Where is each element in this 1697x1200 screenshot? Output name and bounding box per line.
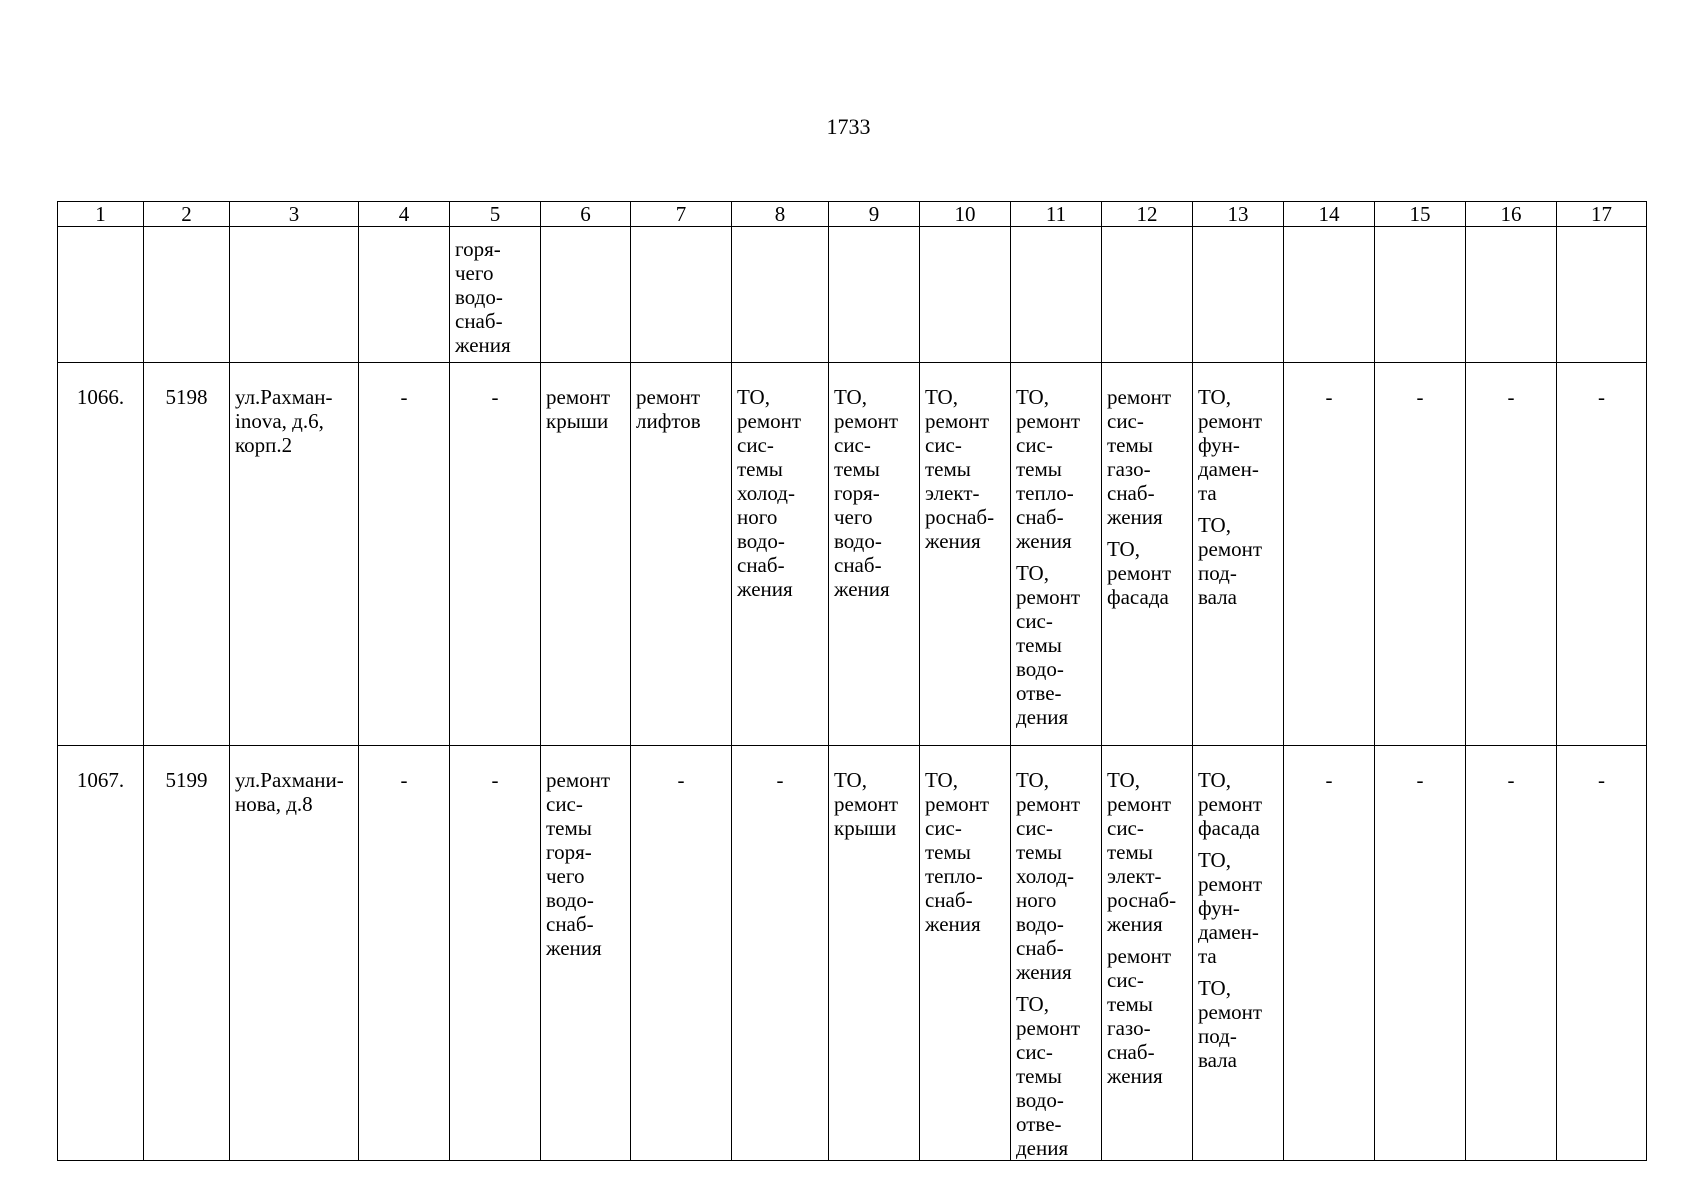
column-number-16: 16 xyxy=(1466,202,1557,227)
cell-text: ТО, ремонт под- вала xyxy=(1198,976,1263,1072)
table-cell-col-14 xyxy=(1284,363,1375,746)
cell-text: - xyxy=(400,385,408,409)
table-cell-col-17 xyxy=(1557,746,1647,1161)
table-cell-col-1 xyxy=(58,363,144,746)
cell-text: - xyxy=(776,768,784,792)
cell-text: - xyxy=(491,768,499,792)
table-cell-col-3 xyxy=(230,227,359,363)
table-cell-col-13 xyxy=(1193,363,1284,746)
cell-text: ТО, ремонт сис- темы элект- роснаб- жения xyxy=(1107,768,1177,936)
cell-text: ТО, ремонт сис- темы водо- отве- дения xyxy=(1016,561,1081,729)
column-number-4: 4 xyxy=(359,202,450,227)
table-cell-col-8 xyxy=(732,227,829,363)
table-cell-col-8 xyxy=(732,363,829,746)
table-cell-col-4 xyxy=(359,227,450,363)
column-number-12: 12 xyxy=(1102,202,1193,227)
table-cell-col-11 xyxy=(1011,227,1102,363)
table-cell-col-9 xyxy=(829,746,920,1161)
table-cell-col-4 xyxy=(359,363,450,746)
cell-text: - xyxy=(1416,768,1424,792)
column-number-8: 8 xyxy=(732,202,829,227)
table-cell-col-2 xyxy=(144,363,230,746)
table-cell-col-1 xyxy=(58,227,144,363)
table-cell-col-14 xyxy=(1284,227,1375,363)
cell-text: ремонт лифтов xyxy=(636,385,701,433)
table-cell-col-15 xyxy=(1375,746,1466,1161)
table-cell-col-6 xyxy=(541,746,631,1161)
table-cell-col-6 xyxy=(541,227,631,363)
cell-text: - xyxy=(1416,385,1424,409)
table-cell-col-1 xyxy=(58,746,144,1161)
table-cell-col-16 xyxy=(1466,227,1557,363)
table-cell-col-12 xyxy=(1102,363,1193,746)
table-cell-col-10 xyxy=(920,227,1011,363)
cell-text: 5198 xyxy=(165,385,208,409)
table-cell-col-9 xyxy=(829,363,920,746)
cell-text: - xyxy=(1325,768,1333,792)
table-cell-col-16 xyxy=(1466,746,1557,1161)
column-number-6: 6 xyxy=(541,202,631,227)
cell-text: - xyxy=(1598,768,1605,792)
cell-text: ТО, ремонт сис- темы горя- чего водо- снаб- жения xyxy=(834,385,899,601)
cell-text: ТО, ремонт сис- темы холод- ного водо- снаб- жения xyxy=(1016,768,1081,984)
table-row xyxy=(58,227,1647,363)
table-row xyxy=(58,746,1647,1161)
cell-text: ремонт крыши xyxy=(546,385,611,433)
table-cell-col-5 xyxy=(450,227,541,363)
cell-text: ремонт сис- темы газо- снаб- жения xyxy=(1107,944,1172,1088)
cell-text: 1067. xyxy=(76,768,125,792)
table-cell-col-10 xyxy=(920,746,1011,1161)
cell-text: ТО, ремонт фун- дамен- та xyxy=(1198,385,1263,505)
cell-text: ТО, ремонт крыши xyxy=(834,768,899,840)
cell-text: ТО, ремонт сис- темы водо- отве- дения xyxy=(1016,992,1081,1160)
column-number-10: 10 xyxy=(920,202,1011,227)
cell-text: - xyxy=(491,385,499,409)
table-cell-col-10 xyxy=(920,363,1011,746)
cell-text: ул.Рахман- inova, д.6, корп.2 xyxy=(235,385,333,457)
cell-text: ТО, ремонт сис- темы элект- роснаб- жения xyxy=(925,385,995,553)
table-cell-col-5 xyxy=(450,746,541,1161)
table-cell-col-7 xyxy=(631,227,732,363)
cell-text: - xyxy=(400,768,408,792)
column-number-14: 14 xyxy=(1284,202,1375,227)
table-cell-col-7 xyxy=(631,746,732,1161)
column-number-17: 17 xyxy=(1557,202,1647,227)
table-cell-col-3 xyxy=(230,363,359,746)
column-number-9: 9 xyxy=(829,202,920,227)
cell-text: - xyxy=(1507,385,1515,409)
table-cell-col-4 xyxy=(359,746,450,1161)
table-row xyxy=(58,363,1647,746)
column-number-5: 5 xyxy=(450,202,541,227)
table-cell-col-15 xyxy=(1375,363,1466,746)
cell-text: ремонт сис- темы горя- чего водо- снаб- жения xyxy=(546,768,611,960)
table-cell-col-16 xyxy=(1466,363,1557,746)
cell-text: ТО, ремонт сис- темы тепло- снаб- жения xyxy=(1016,385,1081,553)
table-cell-col-13 xyxy=(1193,746,1284,1161)
table-cell-col-15 xyxy=(1375,227,1466,363)
cell-text: 5199 xyxy=(165,768,208,792)
cell-text: ТО, ремонт фасада xyxy=(1107,537,1172,609)
table-cell-col-8 xyxy=(732,746,829,1161)
table-cell-col-17 xyxy=(1557,363,1647,746)
column-number-row xyxy=(58,202,1647,227)
cell-text: горя- чего водо- снаб- жения xyxy=(455,237,511,357)
table-cell-col-2 xyxy=(144,746,230,1161)
page-number: 1733 xyxy=(826,114,871,139)
repair-schedule-table xyxy=(57,201,1647,1161)
cell-text: - xyxy=(1507,768,1515,792)
cell-text: 1066. xyxy=(76,385,125,409)
table-cell-col-11 xyxy=(1011,363,1102,746)
column-number-3: 3 xyxy=(230,202,359,227)
cell-text: ТО, ремонт сис- темы холод- ного водо- снаб- жения xyxy=(737,385,802,601)
table-cell-col-11 xyxy=(1011,746,1102,1161)
cell-text: ТО, ремонт под- вала xyxy=(1198,513,1263,609)
column-number-2: 2 xyxy=(144,202,230,227)
column-number-13: 13 xyxy=(1193,202,1284,227)
table-cell-col-14 xyxy=(1284,746,1375,1161)
cell-text: - xyxy=(1325,385,1333,409)
table-cell-col-3 xyxy=(230,746,359,1161)
column-number-1: 1 xyxy=(58,202,144,227)
table-cell-col-17 xyxy=(1557,227,1647,363)
table-cell-col-2 xyxy=(144,227,230,363)
column-number-15: 15 xyxy=(1375,202,1466,227)
cell-text: - xyxy=(1598,385,1605,409)
cell-text: ТО, ремонт фасада xyxy=(1198,768,1263,840)
table-cell-col-9 xyxy=(829,227,920,363)
table-cell-col-7 xyxy=(631,363,732,746)
cell-text: ТО, ремонт фун- дамен- та xyxy=(1198,848,1263,968)
table-cell-col-12 xyxy=(1102,746,1193,1161)
table-cell-col-13 xyxy=(1193,227,1284,363)
cell-text: ремонт сис- темы газо- снаб- жения xyxy=(1107,385,1172,529)
table-body xyxy=(58,202,1647,1161)
table-cell-col-12 xyxy=(1102,227,1193,363)
cell-text: - xyxy=(677,768,685,792)
cell-text: ТО, ремонт сис- темы тепло- снаб- жения xyxy=(925,768,990,936)
table-cell-col-5 xyxy=(450,363,541,746)
column-number-11: 11 xyxy=(1011,202,1102,227)
column-number-7: 7 xyxy=(631,202,732,227)
table-cell-col-6 xyxy=(541,363,631,746)
cell-text: ул.Рахмани- нова, д.8 xyxy=(235,768,344,816)
